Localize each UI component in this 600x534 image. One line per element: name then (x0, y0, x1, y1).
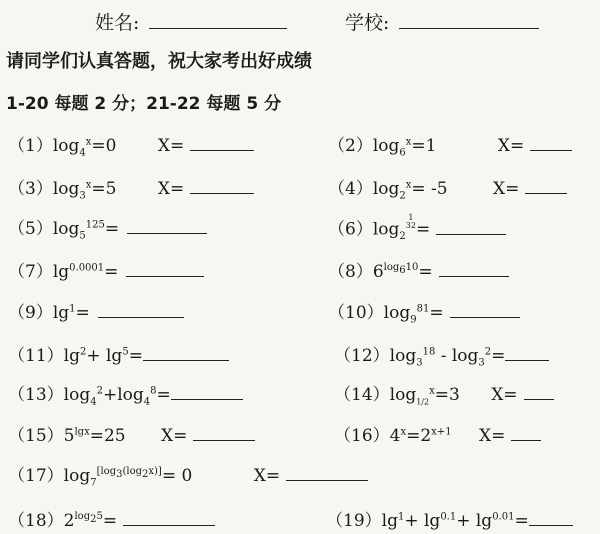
answer-17[interactable] (286, 479, 368, 481)
answer-13[interactable] (171, 398, 243, 400)
question-4: $(4)\log_2^x= -5$ X= (328, 174, 567, 199)
question-11: $(11)\lg^2+ \lg^5=$ (8, 341, 229, 366)
school-label: 学校: (345, 12, 390, 34)
question-19: $(19)\lg^1+ \lg^{0.1}+ \lg^{0.01}=$ (326, 506, 573, 531)
answer-7[interactable] (126, 275, 204, 277)
question-5: $(5)\log_5^{125}=$ (8, 214, 207, 239)
answer-19[interactable] (529, 524, 573, 526)
school-row (345, 8, 539, 35)
answer-10[interactable] (450, 316, 520, 318)
answer-16[interactable] (511, 439, 541, 441)
answer-14[interactable] (524, 398, 554, 400)
answer-2[interactable] (530, 149, 572, 151)
answer-8[interactable] (439, 275, 509, 277)
intro-text: 请同学们认真答题，祝大家考出好成绩 (6, 51, 312, 72)
scoring-text: 1-20 每题 2 分；21-22 每题 5 分 (6, 94, 282, 114)
question-7: $(7)\lg^{0.0001}=$ (8, 257, 204, 282)
question-16: $(16)4^x=2^{x+1}$ X= (334, 421, 541, 446)
answer-3[interactable] (190, 192, 254, 194)
question-15: $(15)5^{lgx}=25$ X= (8, 421, 255, 446)
question-9: $(9)\lg^1=$ (8, 298, 184, 323)
question-3: $(3)\log_3^x=5$ X= (8, 174, 254, 199)
name-row (95, 8, 287, 35)
answer-11[interactable] (143, 359, 229, 361)
question-17: $(17)\log_7[\log 3(\log 2x)]= 0$ X= (8, 461, 368, 486)
answer-15[interactable] (193, 439, 255, 441)
question-6: $(6)\log_2^{1 32}=$ (328, 214, 506, 240)
answer-4[interactable] (525, 192, 567, 194)
answer-5[interactable] (127, 232, 207, 234)
question-1: $(1)\log_4^x=0$ X= (8, 131, 254, 156)
name-field[interactable] (149, 27, 287, 29)
answer-18[interactable] (123, 524, 215, 526)
question-2: $(2)\log_6^x=1$ X= (328, 131, 572, 156)
answer-12[interactable] (505, 359, 549, 361)
question-10: $(10)\log_9^{81}=$ (328, 298, 520, 323)
answer-9[interactable] (98, 316, 184, 318)
name-label: 姓名: (95, 12, 140, 34)
answer-6[interactable] (436, 233, 506, 235)
question-8: $(8)6^{log_610}=$ (328, 257, 509, 282)
question-14: $(14)\log_{1/2}^x=3$ X= (334, 380, 554, 405)
school-field[interactable] (399, 27, 539, 29)
question-13: $(13)\log_4^2+\log_4^8=$ (8, 380, 243, 405)
answer-1[interactable] (190, 149, 254, 151)
question-18: $(18)2^{log_25}=$ (8, 506, 215, 531)
question-12: $(12)\log_3^{18} - \log_3^2=$ (334, 341, 549, 366)
